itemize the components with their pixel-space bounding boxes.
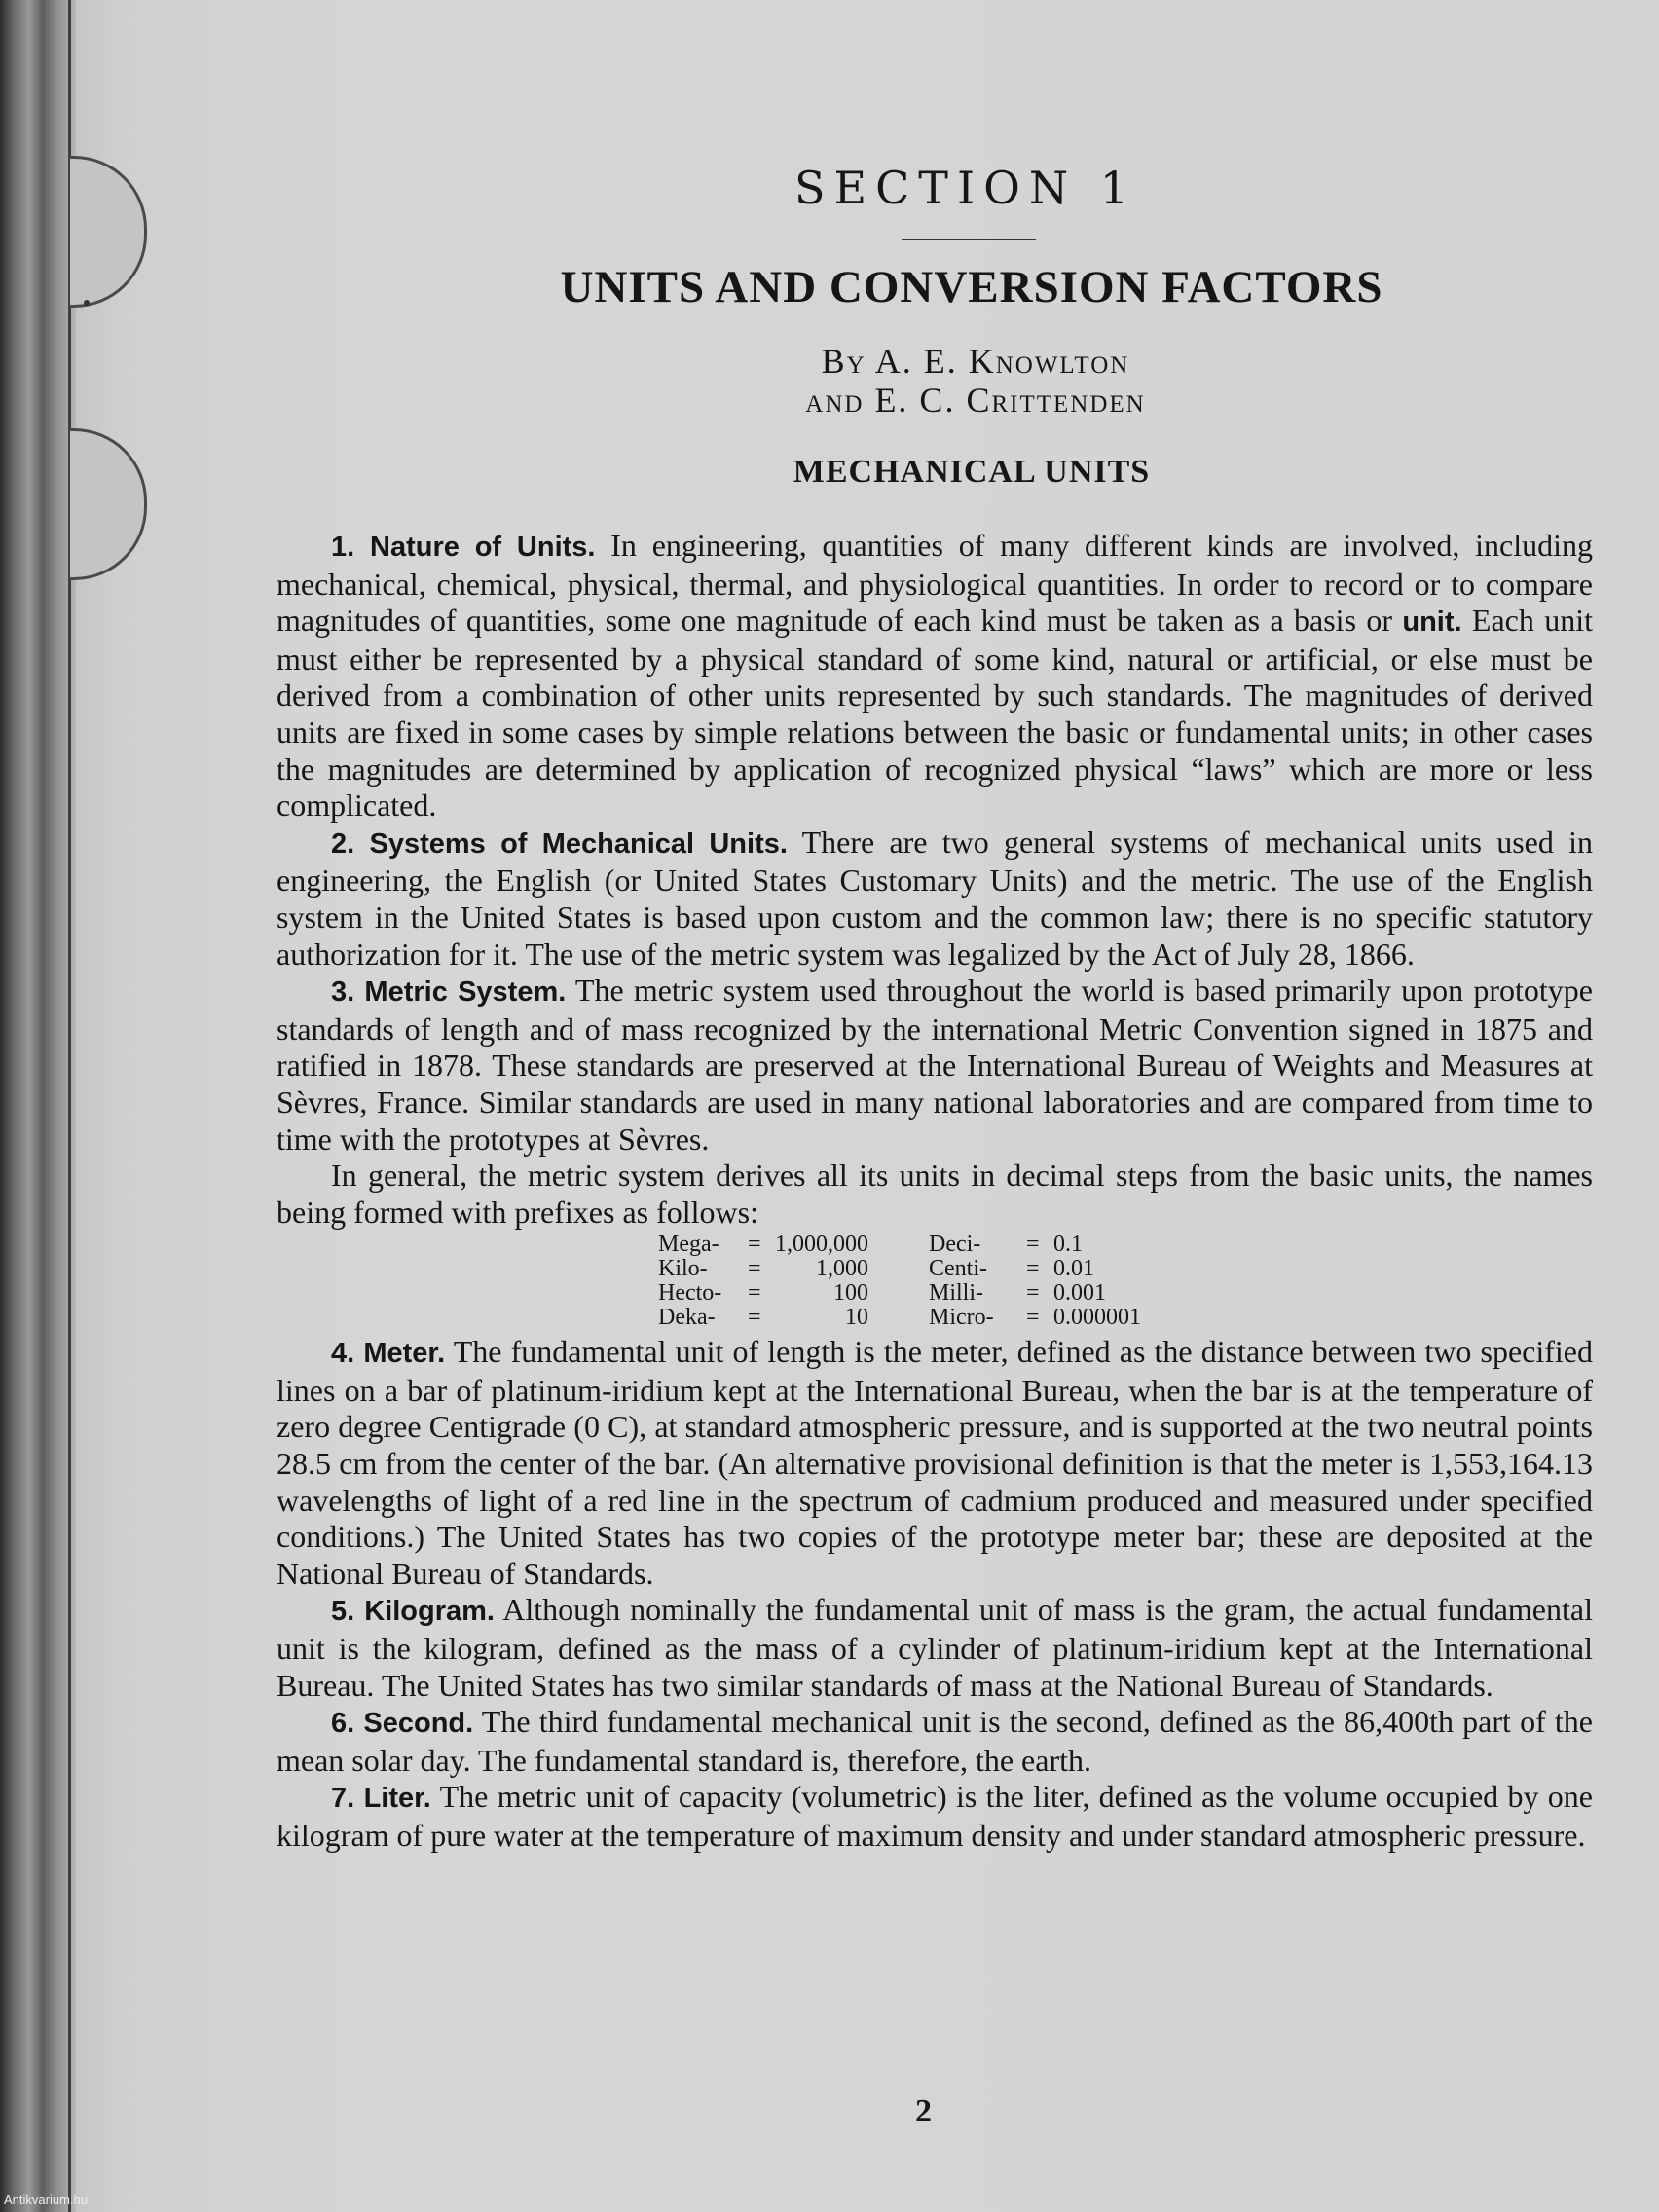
prefix-name: Micro- xyxy=(929,1305,994,1331)
equals-sign: = xyxy=(1026,1305,1040,1331)
watermark: Antikvarium.hu xyxy=(4,2193,88,2207)
bold-term-unit: unit. xyxy=(1402,607,1462,639)
section-label: SECTION 1 xyxy=(794,162,1137,214)
binding-edge xyxy=(68,0,71,2212)
prefix-name: Hecto- xyxy=(658,1280,722,1307)
byline-author-2: and E. C. Crittenden xyxy=(805,381,1146,420)
paragraph-heading: 6. Second. xyxy=(331,1708,474,1740)
prefix-value: 0.001 xyxy=(1053,1280,1106,1307)
subheading: MECHANICAL UNITS xyxy=(793,454,1151,490)
table-row xyxy=(658,1233,1141,1257)
thumb-index-tab xyxy=(70,428,147,580)
paragraph-text: In engineering, quantities of many different kinds are involved, including mechanical, chemical, physical, thermal, and physiological quantities. In order to record or to compare magnitudes of quantities, some one magnitude of each kind must be taken as a basis or xyxy=(276,528,1593,639)
paragraph-heading: 7. Liter. xyxy=(331,1783,431,1815)
equals-sign: = xyxy=(748,1256,761,1282)
paragraph-text: The third fundamental mechanical unit is the second, defined as the 86,400th part of the mean solar day. The fundamental standard is, therefore, the earth. xyxy=(276,1704,1593,1778)
paragraph-heading: 4. Meter. xyxy=(331,1338,446,1370)
book-binding xyxy=(0,0,76,2212)
chapter-title: UNITS AND CONVERSION FACTORS xyxy=(560,262,1383,313)
paragraph-prefixes-intro: In general, the metric system derives all its units in decimal steps from the basic units, the names being formed with prefixes as follows: xyxy=(276,1158,1593,1230)
page-number: 2 xyxy=(915,2093,932,2129)
body-text xyxy=(276,528,1593,1855)
prefix-value: 10 xyxy=(845,1305,868,1331)
equals-sign: = xyxy=(748,1232,761,1258)
paragraph-heading: 2. Systems of Mechanical Units. xyxy=(331,828,788,860)
equals-sign: = xyxy=(1026,1256,1040,1282)
prefix-value: 0.000001 xyxy=(1053,1305,1141,1331)
prefix-value: 100 xyxy=(833,1280,868,1307)
equals-sign: = xyxy=(1026,1280,1040,1307)
paragraph-text: The metric unit of capacity (volumetric) is the liter, defined as the volume occupied by one kilogram of pure water at the temperature of maximum density and under standard atmospheric pressure. xyxy=(276,1779,1594,1853)
prefix-value: 0.01 xyxy=(1053,1256,1094,1282)
prefix-name: Kilo- xyxy=(658,1256,708,1282)
prefix-name: Centi- xyxy=(929,1256,987,1282)
prefix-name: Mega- xyxy=(658,1232,719,1258)
prefix-name: Milli- xyxy=(929,1280,984,1307)
equals-sign: = xyxy=(1026,1232,1040,1258)
prefix-value: 1,000,000 xyxy=(775,1232,868,1258)
paragraph-systems xyxy=(276,825,1593,973)
paragraph-text: Although nominally the fundamental unit of mass is the gram, the actual fundamental unit is the kilogram, defined as the mass of a cylinder of platinum-iridium kept at the International Bureau. The United States has two similar standards of mass at the National Bureau of Standards. xyxy=(276,1592,1593,1703)
paragraph-meter xyxy=(276,1334,1593,1592)
table-row xyxy=(658,1257,1141,1281)
paragraph-text: Each unit must either be represented by a physical standard of some kind, natural or artificial, or else must be derived from a combination of other units represented by such standards. The magnitudes of derived units are fixed in some cases by simple relations between the basic or fundamental units; in other cases the magnitudes are determined by application of recognized physical “laws” which are more or less complicated. xyxy=(276,603,1594,824)
prefix-name: Deci- xyxy=(929,1232,981,1258)
prefix-value: 0.1 xyxy=(1053,1232,1083,1258)
byline-author-1: By A. E. Knowlton xyxy=(821,342,1130,381)
paragraph-heading: 1. Nature of Units. xyxy=(331,532,596,563)
table-row xyxy=(658,1306,1141,1330)
prefix-name: Deka- xyxy=(658,1305,716,1331)
paragraph-heading: 3. Metric System. xyxy=(331,977,567,1009)
paragraph-liter xyxy=(276,1779,1593,1854)
prefix-value: 1,000 xyxy=(816,1256,868,1282)
section-rule xyxy=(902,239,1036,240)
paragraph-text: There are two general systems of mechanical units used in engineering, the English (or United States Customary Units) and the metric. The use of the English system in the United States is based upon custom and the common law; there is no specific statutory authorization for it. The use of the metric system was legalized by the Act of July 28, 1866. xyxy=(276,824,1594,972)
equals-sign: = xyxy=(748,1280,761,1307)
paragraph-second xyxy=(276,1704,1593,1779)
prefix-table xyxy=(658,1233,1141,1330)
table-row xyxy=(658,1281,1141,1306)
equals-sign: = xyxy=(748,1305,761,1331)
paragraph-heading: 5. Kilogram. xyxy=(331,1596,495,1628)
paragraph-text: The metric system used throughout the world is based primarily upon prototype standards of length and of mass recognized by the international Metric Convention signed in 1875 and ratified in 1878. These standards are preserved at the International Bureau of Weights and Measures at Sèvres, France. Similar standards are used in many national laboratories and are compared from time to time with the prototypes at Sèvres. xyxy=(276,973,1593,1157)
paragraph-text: The fundamental unit of length is the meter, defined as the distance between two specified lines on a bar of platinum-iridium kept at the International Bureau, when the bar is at the temperature of zero degree Centigrade (0 C), at standard atmospheric pressure, and is supported at the two neutral points 28.5 cm from the center of the bar. (An alternative provisional definition is that the meter is 1,553,164.13 wavelengths of light of a red line in the spectrum of cadmium produced and measured under specified conditions.) The United States has two copies of the prototype meter bar; these are deposited at the National Bureau of Standards. xyxy=(276,1334,1593,1591)
paragraph-metric-system xyxy=(276,973,1593,1158)
paragraph-nature-of-units xyxy=(276,528,1593,825)
paragraph-kilogram xyxy=(276,1592,1593,1704)
